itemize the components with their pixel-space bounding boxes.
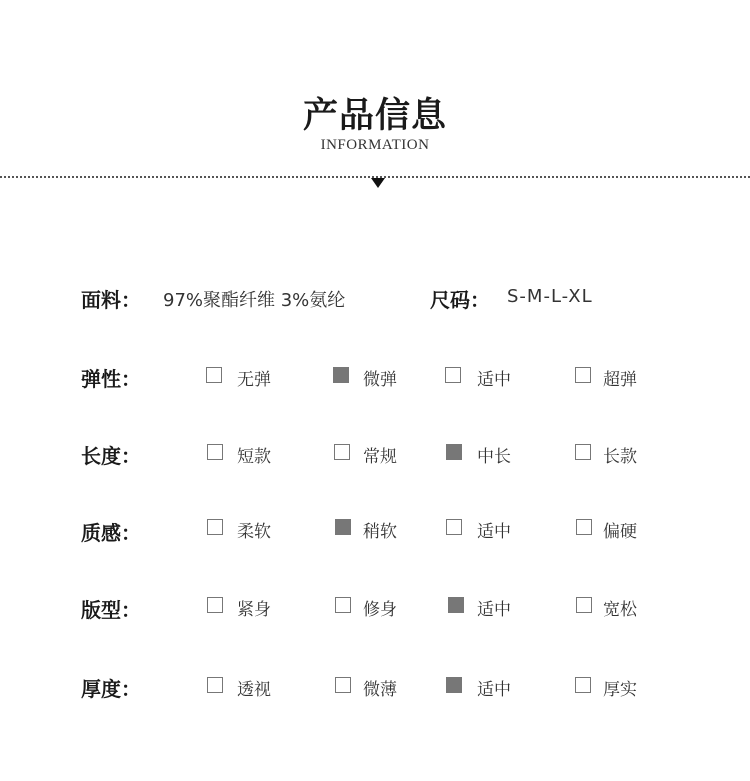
option-label: 微弹	[363, 370, 397, 390]
page-title: 产品信息	[302, 96, 447, 136]
checkbox-fit-tight[interactable]	[207, 597, 223, 613]
checkbox-fit-loose[interactable]	[576, 597, 592, 613]
option-label: 短款	[237, 447, 271, 467]
checkbox-texture-hard[interactable]	[576, 519, 592, 535]
option-label: 常规	[363, 447, 397, 467]
checkbox-elasticity-super[interactable]	[575, 367, 591, 383]
option-label: 超弹	[603, 370, 637, 390]
option-label: 适中	[477, 680, 511, 700]
option-label: 适中	[477, 370, 511, 390]
fabric-value: 97%聚酯纤维 3%氨纶	[163, 290, 346, 311]
checkbox-thickness-sheer[interactable]	[207, 677, 223, 693]
option-label: 长款	[603, 447, 637, 467]
fabric-label: 面料：	[81, 288, 141, 312]
checkbox-elasticity-slight[interactable]	[333, 367, 349, 383]
checkbox-fit-slim[interactable]	[335, 597, 351, 613]
option-label: 紧身	[237, 600, 271, 620]
option-label: 无弹	[237, 370, 271, 390]
option-label: 适中	[477, 600, 511, 620]
size-value: S-M-L-XL	[507, 286, 593, 307]
checkbox-length-long[interactable]	[575, 444, 591, 460]
attr-label-fit: 版型：	[81, 598, 141, 622]
checkbox-length-midlong[interactable]	[446, 444, 462, 460]
attr-label-length: 长度：	[81, 444, 141, 468]
page-subtitle: INFORMATION	[320, 137, 430, 153]
checkbox-length-regular[interactable]	[334, 444, 350, 460]
triangle-down-icon	[371, 178, 385, 188]
attr-label-texture: 质感：	[81, 521, 141, 545]
option-label: 偏硬	[603, 522, 637, 542]
checkbox-texture-soft[interactable]	[207, 519, 223, 535]
option-label: 适中	[477, 522, 511, 542]
size-label: 尺码：	[430, 288, 490, 312]
option-label: 中长	[477, 447, 511, 467]
attr-label-elasticity: 弹性：	[81, 367, 141, 391]
checkbox-thickness-medium[interactable]	[446, 677, 462, 693]
checkbox-elasticity-medium[interactable]	[445, 367, 461, 383]
checkbox-fit-medium[interactable]	[448, 597, 464, 613]
option-label: 修身	[363, 600, 397, 620]
checkbox-elasticity-none[interactable]	[206, 367, 222, 383]
checkbox-texture-medium[interactable]	[446, 519, 462, 535]
option-label: 透视	[237, 680, 271, 700]
option-label: 稍软	[363, 522, 397, 542]
checkbox-thickness-thick[interactable]	[575, 677, 591, 693]
checkbox-texture-slightly-soft[interactable]	[335, 519, 351, 535]
checkbox-length-short[interactable]	[207, 444, 223, 460]
option-label: 厚实	[603, 680, 637, 700]
option-label: 宽松	[603, 600, 637, 620]
option-label: 微薄	[363, 680, 397, 700]
checkbox-thickness-thin[interactable]	[335, 677, 351, 693]
option-label: 柔软	[237, 522, 271, 542]
attr-label-thickness: 厚度：	[81, 677, 141, 701]
